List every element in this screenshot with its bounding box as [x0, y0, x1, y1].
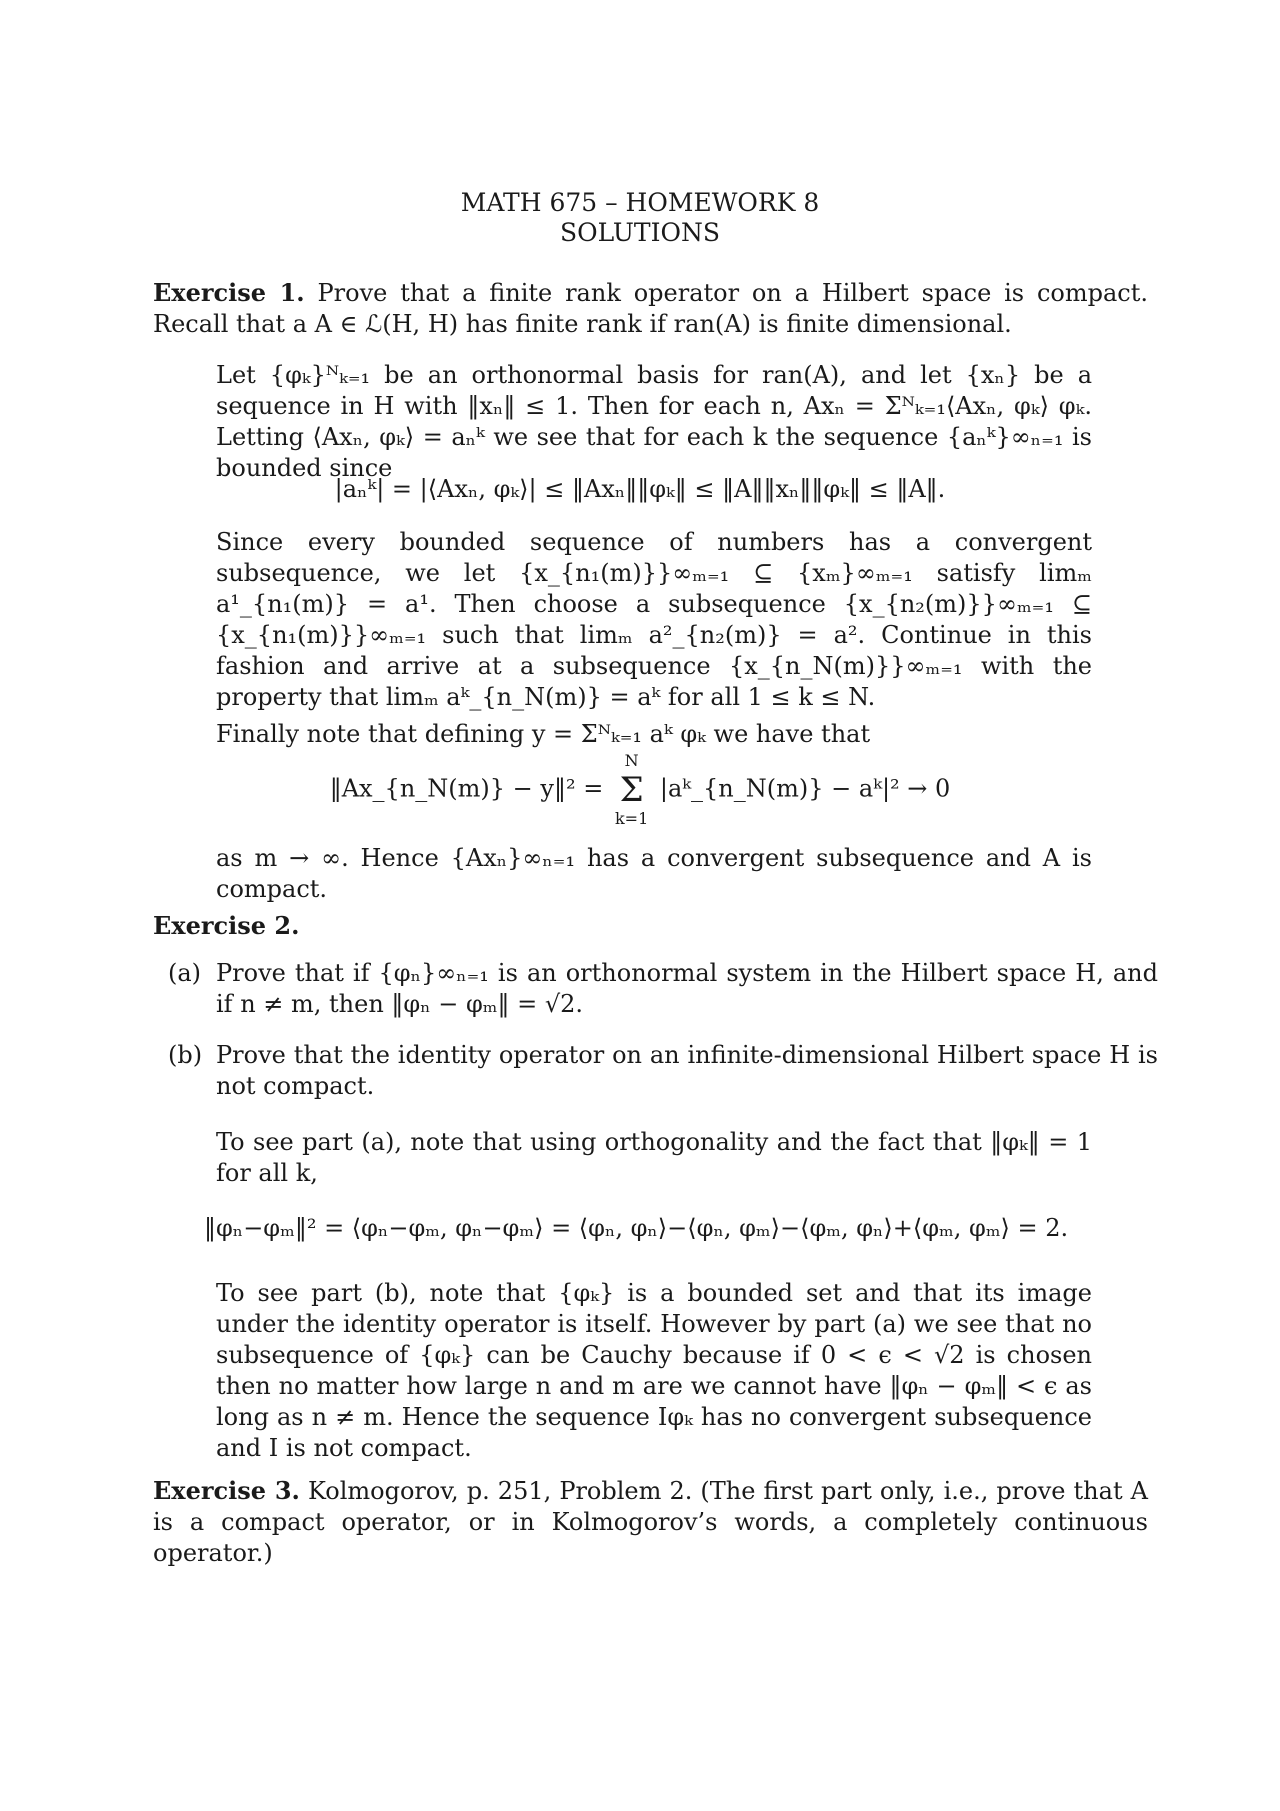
- exercise-1-conclusion: [216, 843, 1092, 911]
- exercise-1-statement: Prove that a finite rank operator on a Hilbert space is compact. Recall that a A ∈ ℒ(H, H) has finite rank if ran(A) is finite dimensional.: [153, 279, 1148, 338]
- sum-sigma: Σ: [619, 770, 644, 810]
- part-a-label: (a): [168, 959, 202, 987]
- title-line-2: SOLUTIONS: [560, 218, 720, 247]
- page-title: [0, 188, 1280, 248]
- definition-paragraph: Finally note that defining y = Σᴺₖ₌₁ aᵏ φₖ we have that: [216, 720, 871, 748]
- exercise-2-label: Exercise 2.: [153, 911, 300, 940]
- sum-lower-limit: k=1: [614, 809, 649, 828]
- exercise-3-statement: Kolmogorov, p. 251, Problem 2. (The first part only, i.e., prove that A is a compact operator, or in Kolmogorov’s words, a completely continuous operator.): [153, 1477, 1148, 1567]
- exercise-1-label: Exercise 1.: [153, 278, 305, 307]
- exercise-2-solution-a: [216, 1127, 1092, 1195]
- exercise-1-proof-intro: [216, 360, 1092, 490]
- part-b-statement: Prove that the identity operator on an infinite-dimensional Hilbert space H is not compact.: [216, 1041, 1158, 1100]
- exercise-1-proof-body: [216, 527, 1092, 756]
- title-line-1: MATH 675 – HOMEWORK 8: [460, 188, 820, 217]
- equation-limit-right: |aᵏ_{n_N(m)} − aᵏ|² → 0: [659, 774, 951, 803]
- summation-symbol: [615, 750, 648, 830]
- equation-limit-left: ‖Ax_{n_N(m)} − y‖² =: [329, 774, 604, 803]
- part-b-label: (b): [168, 1041, 203, 1069]
- equation-norm-expansion: ‖φₙ−φₘ‖² = ⟨φₙ−φₘ, φₙ−φₘ⟩ = ⟨φₙ, φₙ⟩−⟨φₙ, φₘ⟩−⟨φₘ, φₙ⟩+⟨φₘ, φₘ⟩ = 2.: [204, 1214, 1069, 1242]
- part-a-statement: Prove that if {φₙ}∞ₙ₌₁ is an orthonormal system in the Hilbert space H, and if n ≠ m, then ‖φₙ − φₘ‖ = √2.: [216, 959, 1158, 1018]
- exercise-2-heading: [153, 910, 1148, 942]
- conclusion-paragraph: as m → ∞. Hence {Axₙ}∞ₙ₌₁ has a convergent subsequence and A is compact.: [216, 844, 1092, 903]
- solution-a-paragraph: To see part (a), note that using orthogonality and the fact that ‖φₖ‖ = 1 for all k,: [216, 1128, 1092, 1187]
- exercise-1-prompt: [153, 277, 1148, 340]
- exercise-3: [153, 1475, 1148, 1569]
- subsequence-paragraph: Since every bounded sequence of numbers has a convergent subsequence, we let {x_{n₁(m)}}∞ₘ₌₁ ⊆ {xₘ}∞ₘ₌₁ satisfy limₘ a¹_{n₁(m)} = a¹. Then choose a subsequence {x_{n₂(m)}}∞ₘ₌₁ ⊆ {x_{n₁(m)}}∞ₘ₌₁ such that limₘ a²_{n₂(m)} = a². Continue in this fashion and arrive at a subsequence {x_{n_N(m)}}∞ₘ₌₁ with the property that limₘ aᵏ_{n_N(m)} = aᵏ for all 1 ≤ k ≤ N.: [216, 528, 1092, 711]
- equation-bound: |aₙᵏ| = |⟨Axₙ, φₖ⟩| ≤ ‖Axₙ‖‖φₖ‖ ≤ ‖A‖‖xₙ‖‖φₖ‖ ≤ ‖A‖.: [334, 475, 946, 503]
- sum-upper-limit: N: [624, 751, 639, 770]
- proof-paragraph: Let {φₖ}ᴺₖ₌₁ be an orthonormal basis for ran(A), and let {xₙ} be a sequence in H with ‖xₙ‖ ≤ 1. Then for each n, Axₙ = Σᴺₖ₌₁⟨Axₙ, φₖ⟩ φₖ. Letting ⟨Axₙ, φₖ⟩ = aₙᵏ we see that for each k the sequence {aₙᵏ}∞ₙ₌₁ is bounded since: [216, 361, 1092, 482]
- solution-b-paragraph: To see part (b), note that {φₖ} is a bounded set and that its image under the identity operator is itself. However by part (a) we see that no subsequence of {φₖ} can be Cauchy because if 0 < ϵ < √2 is chosen then no matter how large n and m are we cannot have ‖φₙ − φₘ‖ < ϵ as long as n ≠ m. Hence the sequence Iφₖ has no convergent subsequence and I is not compact.: [216, 1279, 1092, 1462]
- equation-limit: [0, 750, 1280, 830]
- exercise-3-label: Exercise 3.: [153, 1476, 300, 1505]
- exercise-2-solution-b: [216, 1278, 1092, 1470]
